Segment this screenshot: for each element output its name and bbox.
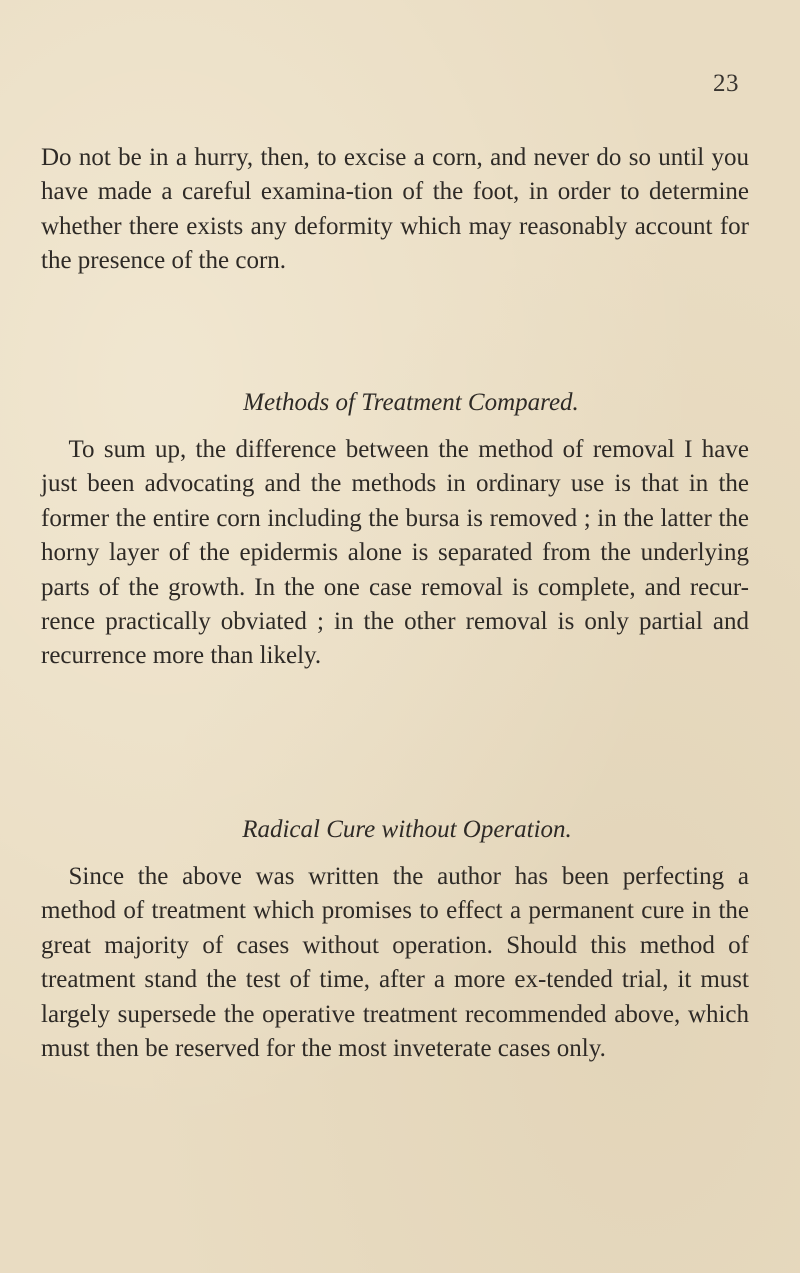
radical-cure-paragraph-block — [41, 860, 749, 1066]
methods-paragraph-block — [41, 433, 749, 674]
page-number: 23 — [713, 70, 739, 97]
methods-paragraph: To sum up, the difference between the method of removal I have just been advocating and the methods in ordinary use is that in the former the entire corn including the bursa is removed ; in the latter the horny layer of the epidermis alone is separated from the underlying parts of the growth. In the one case removal is complete, and recur-rence practically obviated ; in the other removal is only partial and recurrence more than likely. — [41, 436, 749, 670]
radical-cure-paragraph: Since the above was written the author has been perfecting a method of treatment which promises to effect a permanent cure in the great majority of cases without operation. Should this method of treatment stand the test of time, after a more ex-tended trial, it must largely supersede the operative treatment recommended above, which must then be reserved for the most inveterate cases only. — [41, 863, 749, 1063]
intro-paragraph-block — [41, 141, 749, 279]
intro-paragraph: Do not be in a hurry, then, to excise a corn, and never do so until you have made a careful examina-tion of the foot, in order to determine whether there exists any deformity which may reasonably account for the presence of the corn. — [41, 144, 749, 275]
section-heading-radical-cure: Radical Cure without Operation. — [242, 816, 572, 843]
section-heading-methods: Methods of Treatment Compared. — [243, 389, 579, 416]
